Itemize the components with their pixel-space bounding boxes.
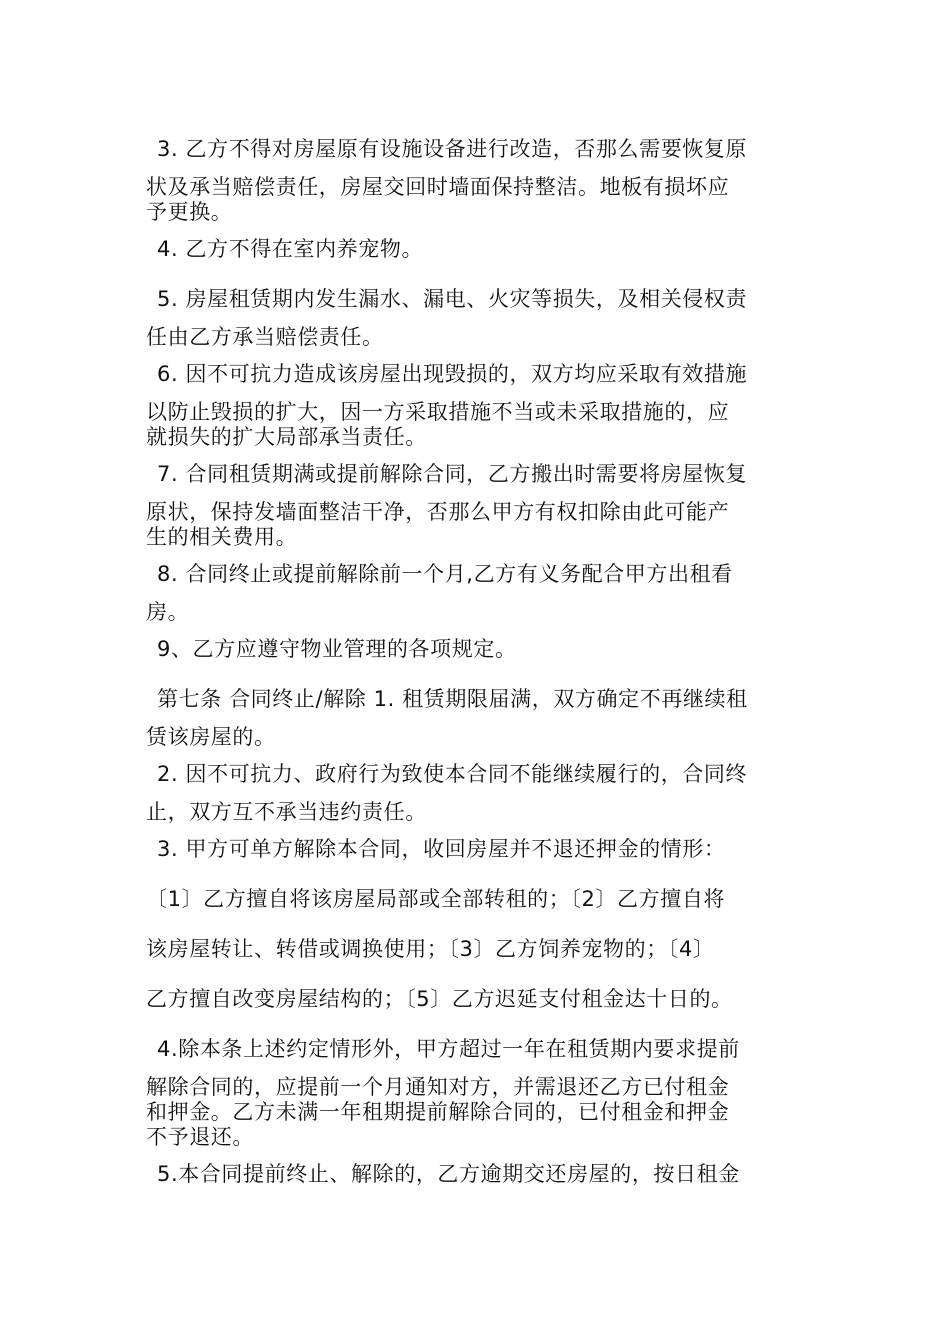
clause-6-item-3-line-2: 状及承当赔偿责任，房屋交回时墙面保持整洁。地板有损坏应	[146, 175, 730, 199]
clause-7-item-5-line-1: 5.本合同提前终止、解除的，乙方逾期交还房屋的，按日租金	[157, 1162, 740, 1186]
clause-6-item-4-line-1: 4. 乙方不得在室内养宠物。	[157, 237, 424, 261]
clause-7-item-4-line-1: 4.除本条上述约定情形外，甲方超过一年在租赁期内要求提前	[157, 1037, 740, 1061]
clause-6-item-6-line-1: 6. 因不可抗力造成该房屋出现毁损的，双方均应采取有效措施	[157, 362, 748, 386]
clause-6-item-5-line-2: 任由乙方承当赔偿责任。	[146, 325, 384, 349]
clause-7-item-3-line-2: 〔1〕乙方擅自将该房屋局部或全部转租的；〔2〕乙方擅自将	[146, 887, 726, 911]
clause-7-heading-line-2: 赁该房屋的。	[146, 725, 276, 749]
clause-7-item-2-line-1: 2. 因不可抗力、政府行为致使本合同不能继续履行的，合同终	[157, 762, 748, 786]
clause-7-item-3-line-1: 3. 甲方可单方解除本合同，收回房屋并不退还押金的情形：	[157, 837, 726, 861]
clause-6-item-7-line-1: 7. 合同租赁期满或提前解除合同，乙方搬出时需要将房屋恢复	[157, 462, 748, 486]
clause-6-item-6-line-2: 以防止毁损的扩大，因一方采取措施不当或未采取措施的，应	[146, 400, 730, 424]
clause-6-item-7-line-2: 原状，保持发墙面整洁干净，否那么甲方有权扣除由此可能产	[146, 500, 730, 524]
clause-7-item-2-line-2: 止，双方互不承当违约责任。	[146, 800, 427, 824]
clause-7-item-3-line-3: 该房屋转让、转借或调换使用；〔3〕乙方饲养宠物的；〔4〕	[146, 937, 715, 961]
clause-7-item-4-line-3: 和押金。乙方未满一年租期提前解除合同的，已付租金和押金	[146, 1100, 730, 1124]
clause-7-item-4-line-4: 不予退还。	[146, 1125, 254, 1149]
clause-6-item-9-line-1: 9、乙方应遵守物业管理的各项规定。	[157, 637, 517, 661]
clause-7-item-3-line-4: 乙方擅自改变房屋结构的；〔5〕乙方迟延支付租金达十日的。	[146, 987, 733, 1011]
clause-6-item-8-line-2: 房。	[146, 600, 190, 624]
clause-6-item-5-line-1: 5. 房屋租赁期内发生漏水、漏电、火灾等损失，及相关侵权责	[157, 287, 748, 311]
clause-7-item-4-line-2: 解除合同的，应提前一个月通知对方，并需退还乙方已付租金	[146, 1075, 730, 1099]
clause-6-item-8-line-1: 8. 合同终止或提前解除前一个月,乙方有义务配合甲方出租看	[157, 562, 733, 586]
clause-7-heading-line-1: 第七条 合同终止/解除 1. 租赁期限届满，双方确定不再继续租	[157, 687, 748, 711]
clause-6-item-3-line-3: 予更换。	[146, 200, 233, 224]
clause-6-item-3-line-1: 3. 乙方不得对房屋原有设施设备进行改造，否那么需要恢复原	[157, 137, 748, 161]
clause-6-item-7-line-3: 生的相关费用。	[146, 525, 298, 549]
clause-6-item-6-line-3: 就损失的扩大局部承当责任。	[146, 425, 427, 449]
